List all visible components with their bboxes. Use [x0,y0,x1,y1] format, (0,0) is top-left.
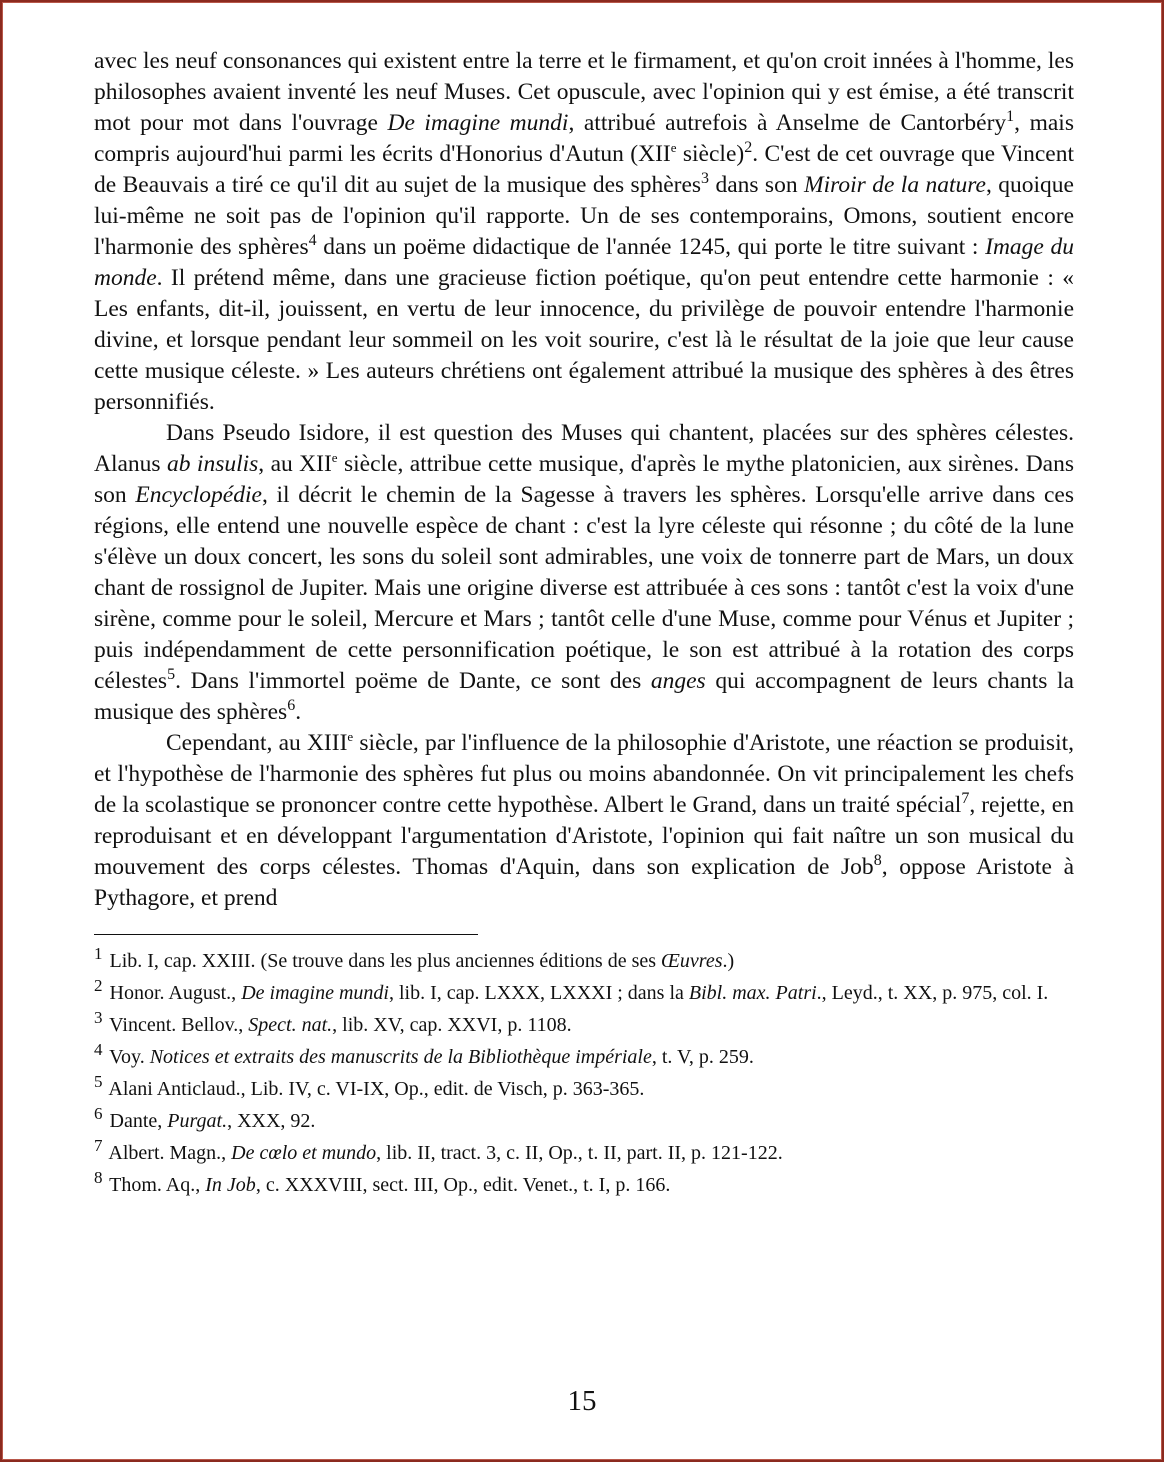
footnote-ref[interactable]: 6 [287,697,296,715]
footnote-ref[interactable]: 4 [308,232,317,250]
footnote: $^6$ Dante, Purgat., XXX, 92. [94,1104,316,1132]
footnote-ref[interactable]: 3 [701,170,710,188]
footnote: $^5$ Alani Anticlaud., Lib. IV, c. VI-IX, Op., edit. de Visch, p. 363-365. [94,1072,645,1100]
footnote: $^3$ Vincent. Bellov., Spect. nat., lib. XV, cap. XXVI, p. 1108. [94,1008,572,1036]
paragraph-1: avec les neuf consonances qui existent entre la terre et le firmament, et qu'on croit innées à l'homme, les philosophes avaient inventé les neuf Muses. Cet opuscule, avec l'opinion qui y est émise, a été transcrit mot pour mot dans l'ouvrage De imagine mundi, attribué autrefois à Anselme de Cantorbéry$^1$, mais compris aujourd'hui parmi les écrits d'Honorius d'Autun (XIIe siècle)$^2$. C'est de cet ouvrage que Vincent de Beauvais a tiré ce qu'il dit au sujet de la musique des sphères$^3$ dans son Miroir de la nature, quoique lui-même ne soit pas de l'opinion qu'il rapporte. Un de ses contemporains, Omons, soutient encore l'harmonie des sphères$^4$ dans un poëme didactique de l'année 1245, qui porte le titre suivant : Image du monde. Il prétend même, dans une gracieuse fiction poétique, qu'on peut entendre cette harmonie : « Les enfants, dit-il, jouissent, en vertu de leur innocence, du privilège de pouvoir entendre l'harmonie divine, et lorsque pendant leur sommeil on les voit sourire, c'est là le résultat de la joie que leur cause cette musique céleste. » Les auteurs chrétiens ont également attribué la musique des sphères à des êtres personnifiés. [94,48,1075,415]
footnote-separator [94,934,478,935]
footnote: $^7$ Albert. Magn., De cœlo et mundo, lib. II, tract. 3, c. II, Op., t. II, part. II, p. 121-122. [94,1136,783,1164]
footnote-ref[interactable]: 7 [961,790,970,808]
footnote-ref[interactable]: 2 [744,139,753,157]
footnotes [94,944,1074,1199]
page-content [94,46,1074,1203]
footnote: $^8$ Thom. Aq., In Job, c. XXXVIII, sect. III, Op., edit. Venet., t. I, p. 166. [94,1168,671,1196]
footnote-ref[interactable]: 5 [167,666,176,684]
footnote: $^4$ Voy. Notices et extraits des manuscrits de la Bibliothèque impériale, t. V, p. 259. [94,1040,754,1068]
paragraph-3: Cependant, au XIIIe siècle, par l'influence de la philosophie d'Aristote, une réaction se produisit, et l'hypothèse de l'harmonie des sphères fut plus ou moins abandonnée. On vit principalement les chefs de la scolastique se prononcer contre cette hypothèse. Albert le Grand, dans un traité spécial$^7$, rejette, en reproduisant et en développant l'argumentation d'Aristote, l'opinion qui fait naître un son musical du mouvement des corps célestes. Thomas d'Aquin, dans son explication de Job$^8$, oppose Aristote à Pythagore, et prend [94,729,1075,911]
footnote: $^2$ Honor. August., De imagine mundi, lib. I, cap. LXXX, LXXXI ; dans la Bibl. max. Patri., Leyd., t. XX, p. 975, col. I. [94,976,1049,1004]
page-number: 15 [567,1385,597,1417]
footnote: $^1$ Lib. I, cap. XXIII. (Se trouve dans les plus anciennes éditions de ses Œuvres.) [94,944,735,972]
paragraph-2: Dans Pseudo Isidore, il est question des Muses qui chantent, placées sur des sphères célestes. Alanus ab insulis, au XIIe siècle, attribue cette musique, d'après le mythe platonicien, aux sirènes. Dans son Encyclopédie, il décrit le chemin de la Sagesse à travers les sphères. Lorsqu'elle arrive dans ces régions, elle entend une nouvelle espèce de chant : c'est la lyre céleste qui résonne ; du côté de la lune s'élève un doux concert, les sons du soleil sont admirables, une voix de tonnerre part de Mars, un doux chant de rossignol de Jupiter. Mais une origine diverse est attribuée à ces sons : tantôt c'est la voix d'une sirène, comme pour le soleil, Mercure et Mars ; tantôt celle d'une Muse, comme pour Vénus et Jupiter ; puis indépendamment de cette personnification poétique, le son est attribué à la rotation des corps célestes$^5$. Dans l'immortel poëme de Dante, ce sont des anges qui accompagnent de leurs chants la musique des sphères$^6$. [94,420,1074,725]
footnote-ref[interactable]: 1 [1006,108,1015,126]
footnote-ref[interactable]: 8 [873,852,882,870]
